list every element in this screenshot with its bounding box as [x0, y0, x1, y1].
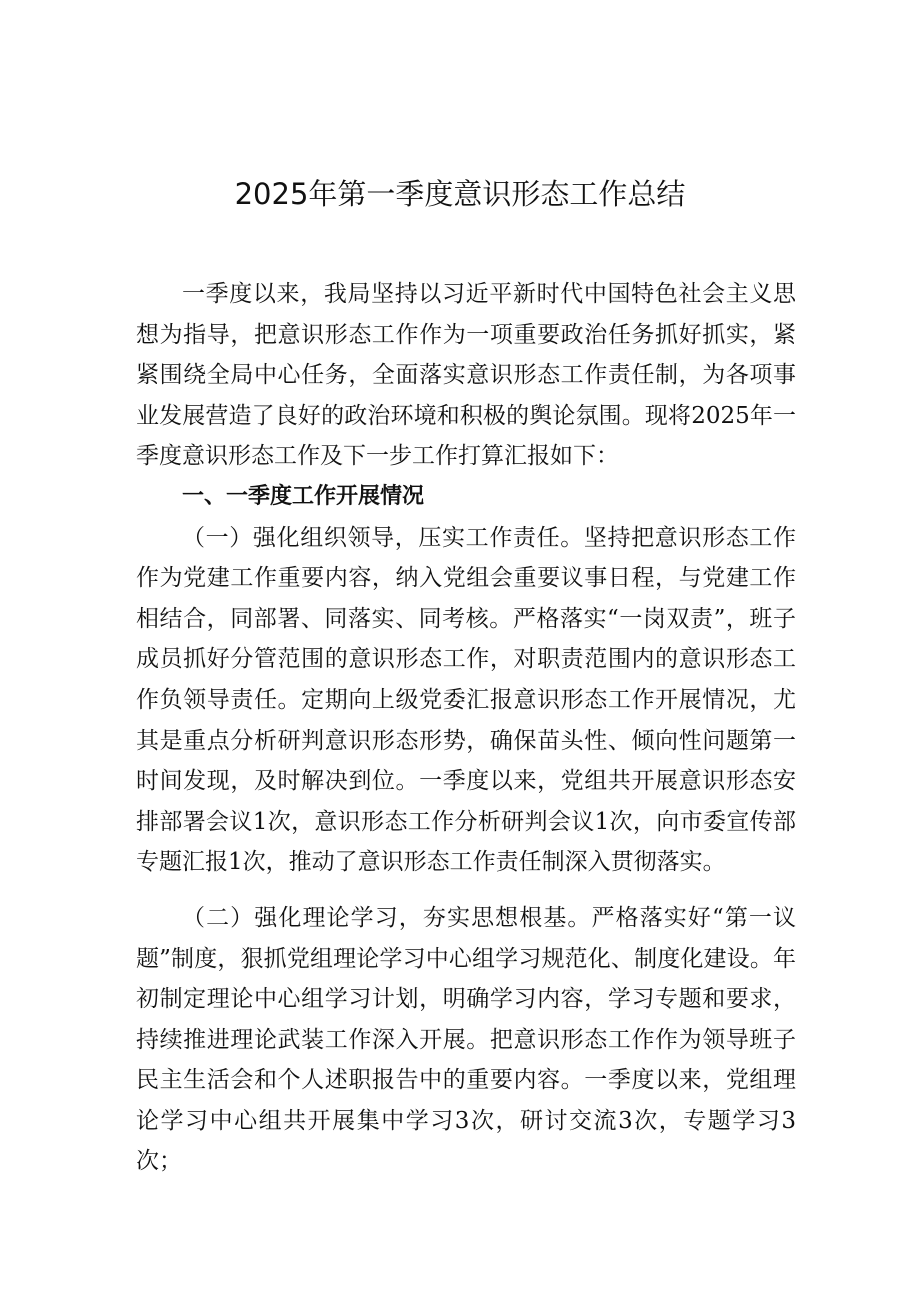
intro-paragraph: 一季度以来，我局坚持以习近平新时代中国特色社会主义思想为指导，把意识形态工作作为一项重要政治任务抓好抓实，紧紧围绕全局中心任务，全面落实意识形态工作责任制，为各项事业发展营造了良好的政治环境和积极的舆论氛围。现将2025年一季度意识形态工作及下一步工作打算汇报如下： [136, 281, 796, 470]
section-heading-1: 一、一季度工作开展情况 [182, 483, 425, 509]
document-title: 2025年第一季度意识形态工作总结 [234, 177, 686, 211]
paragraph-theory-study: （二）强化理论学习，夯实思想根基。严格落实好“第一议题”制度，狠抓党组理论学习中心组学习规范化、制度化建设。年初制定理论中心组学习计划，明确学习内容，学习专题和要求，持续推进理论武装工作深入开展。把意识形态工作作为领导班子民主生活会和个人述职报告中的重要内容。一季度以来，党组理论学习中心组共开展集中学习3次，研讨交流3次，专题学习3次； [136, 904, 796, 1175]
document-body [136, 274, 796, 1182]
paragraph-organization-leadership: （一）强化组织领导，压实工作责任。坚持把意识形态工作作为党建工作重要内容，纳入党组会重要议事日程，与党建工作相结合，同部署、同落实、同考核。严格落实“一岗双责”，班子成员抓好分管范围的意识形态工作，对职责范围内的意识形态工作负领导责任。定期向上级党委汇报意识形态工作开展情况，尤其是重点分析研判意识形态形势，确保苗头性、倾向性问题第一时间发现，及时解决到位。一季度以来，党组共开展意识形态安排部署会议1次，意识形态工作分析研判会议1次，向市委宣传部专题汇报1次，推动了意识形态工作责任制深入贯彻落实。 [136, 524, 796, 876]
